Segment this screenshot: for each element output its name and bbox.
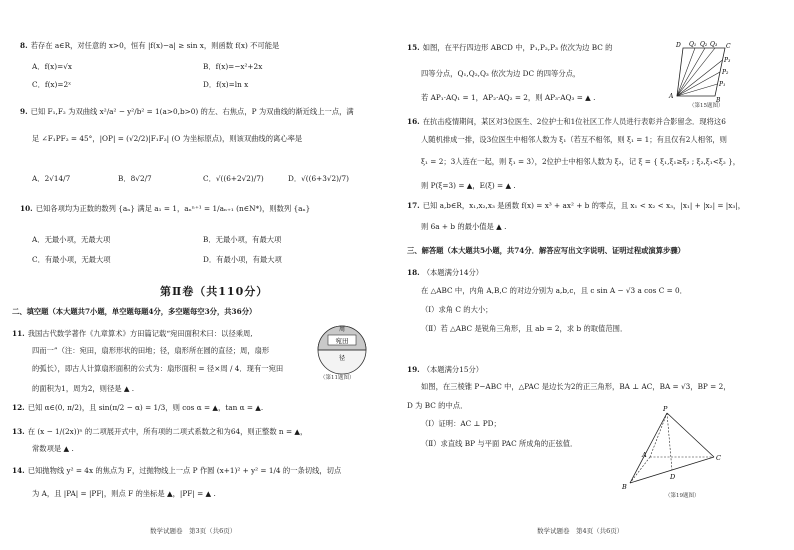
question-16-line2: 人随机排成一排，设3位医生中相邻人数为 ξ₁（若互不相邻，则 ξ₁ = 1；有且仅有2人相邻，则 <box>421 135 727 144</box>
label-d: D <box>670 473 676 481</box>
question-16-line4: 则 P(ξ=3) = ▲，E(ξ) = ▲ . <box>421 181 516 190</box>
right-page <box>397 0 794 550</box>
label-c: C <box>726 43 731 50</box>
question-10: 10. 已知各项均为正数的数列 {aₙ} 满足 a₁ = 1，aₙⁿ⁺¹ = 1/aₙ₊₁ (n∈N*)，则数列 {aₙ} <box>20 204 311 213</box>
question-15-line3: 若 AP₁·AQ₁ = 1，AP₂·AQ₂ = 2，则 AP₃·AQ₃ = ▲ . <box>421 93 596 102</box>
question-18-stem: 在 △ABC 中，内角 A,B,C 的对边分别为 a,b,c，且 c sin A − √3 a cos C = 0． <box>421 286 687 295</box>
question-18-part-2: （Ⅱ）若 △ABC 是锐角三角形，且 ab = 2，求 b 的取值范围． <box>421 324 628 333</box>
label-b: B <box>716 97 721 104</box>
q9-option-d: D．√((6+3√2)/7) <box>288 174 349 183</box>
question-8: 8. 若存在 a∈R，对任意的 x>0，恒有 |f(x)−a| ≥ sin x，则函数 f(x) 不可能是 <box>20 41 280 50</box>
parallelogram-figure <box>669 40 755 104</box>
question-14-line2: 为 A，且 |PA| = |PF|，则点 F 的坐标是 ▲，|PF| = ▲ . <box>32 489 216 498</box>
part-2-title: 第Ⅱ卷（共110分） <box>160 285 269 298</box>
question-11-line4: 的面积为1，周为2，则径是 ▲ . <box>32 384 135 393</box>
section-3-title: 三、解答题（本大题共5小题，共74分．解答应写出文字说明、证明过程或演算步骤） <box>407 246 685 255</box>
q10-option-c: C．有最小项，无最大项 <box>32 255 111 264</box>
question-9-line2: 足 ∠F₁PF₂ = 45°，|OP| = (√2/2)|F₁F₂| (O 为坐标原点)，则该双曲线的离心率是 <box>32 134 303 143</box>
label-a: A <box>642 451 647 459</box>
question-12: 12. 已知 α∈(0, π/2)，且 sin(π/2 − α) = 1/3，则 cos α = ▲，tan α = ▲. <box>12 403 264 412</box>
question-19: 19. （本题满分15分） <box>407 365 484 374</box>
q8-option-a: A．f(x)=√x <box>32 62 72 71</box>
question-13-line2: 常数项是 ▲ . <box>32 444 74 453</box>
left-page-footer: 数学试题卷 第3页（共6页） <box>150 527 237 535</box>
question-16-line3: ξ₁ = 2；3人连在一起，则 ξ₁ = 3），2位护士中相邻人数为 ξ₂，记 ξ = { ξ₁,ξ₁≥ξ₂ ; ξ₂,ξ₁<ξ₂ }， <box>421 157 741 166</box>
question-18-part-1: （Ⅰ）求角 C 的大小； <box>421 305 493 314</box>
label-q2: Q₂ <box>700 41 708 48</box>
q8-option-d: D．f(x)=ln x <box>203 80 249 89</box>
q8-option-c: C．f(x)=2ˣ <box>32 80 72 89</box>
label-d: D <box>676 42 681 49</box>
q9-option-a: A．2√14/7 <box>32 174 71 183</box>
question-19-part-1: （Ⅰ）证明：AC ⊥ PD； <box>421 419 501 428</box>
question-19-part-2: （Ⅱ）求直线 BP 与平面 PAC 所成角的正弦值． <box>421 439 578 448</box>
q10-option-a: A．无最小项，无最大项 <box>32 235 111 244</box>
question-11-line3: 的弧长），即古人计算扇形面积的公式为：扇形面积 = 径×周 / 4．现有一宛田 <box>32 364 284 373</box>
question-18: 18. （本题满分14分） <box>407 268 484 277</box>
question-15-line2: 四等分点，Q₁,Q₂,Q₃ 依次为边 DC 的四等分点， <box>421 69 581 78</box>
q10-option-b: B．无最小项，有最大项 <box>203 235 282 244</box>
question-11-line2: 四而一”（注：宛田，扇形形状的田地；径，扇形所在圆的直径；周，扇形 <box>32 346 270 355</box>
question-15: 15. 如图，在平行四边形 ABCD 中，P₁,P₂,P₃ 依次为边 BC 的 <box>407 43 613 52</box>
question-13: 13. 在 (x − 1/(2x))ⁿ 的二项展开式中，所有项的二项式系数之和为64，则正整数 n = ▲， <box>12 427 308 436</box>
label-c: C <box>716 454 721 462</box>
question-16: 16. 在抗击疫情期间，某区对3位医生、2位护士和1位社区工作人员进行表彰并合影留念．现将这6 <box>407 117 726 126</box>
label-p2: P₂ <box>722 69 729 76</box>
q9-option-c: C．√((6+2√2)/7) <box>203 174 264 183</box>
fan-field-arc-label: 周 <box>338 326 346 333</box>
q9-option-b: B．8√2/7 <box>118 174 152 183</box>
section-2-title: 二、填空题（本大题共7小题，单空题每题4分，多空题每空3分，共36分） <box>12 307 257 316</box>
pyramid-figure <box>622 405 732 495</box>
question-17-line2: 则 6a + b 的最小值是 ▲ . <box>421 222 507 231</box>
fig19-caption: （第19题图） <box>665 493 700 499</box>
label-p3: P₃ <box>724 57 731 64</box>
question-19-stem: 如图，在三棱锥 P−ABC 中，△PAC 是边长为2的正三角形，BA ⊥ AC，BA = √3，BP = 2， <box>421 382 731 391</box>
q10-option-d: D．有最小项，有最大项 <box>203 255 282 264</box>
question-14: 14. 已知抛物线 y² = 4x 的焦点为 F，过抛物线上一点 P 作圆 (x+1)² + y² = 1/4 的一条切线，切点 <box>12 466 342 475</box>
question-19-stem-line2: D 为 BC 的中点． <box>407 401 468 410</box>
fan-field-diameter-label: 径 <box>338 355 346 362</box>
label-a: A <box>669 93 674 100</box>
label-p: P <box>663 405 668 413</box>
question-17: 17. 已知 a,b∈R，x₁,x₂,x₃ 是函数 f(x) = x³ + ax² + b 的零点，且 x₁ < x₂ < x₃，|x₁| + |x₂| = |x₃|， <box>407 201 746 210</box>
label-q1: Q₁ <box>689 41 697 48</box>
fan-field-figure <box>310 322 380 380</box>
fan-field-center-label: 宛田 <box>335 337 349 345</box>
question-11: 11. 我国古代数学著作《九章算术》方田篇记载“宛田面积术曰：以径乘周, <box>12 329 253 338</box>
fig11-caption: （第11题图） <box>320 375 355 381</box>
question-9: 9. 已知 F₁,F₂ 为双曲线 x²/a² − y²/b² = 1(a>0,b>0) 的左、右焦点，P 为双曲线的渐近线上一点，满 <box>20 107 354 116</box>
fig15-caption: （第15题图） <box>689 103 724 109</box>
label-b: B <box>622 483 627 491</box>
q8-option-b: B．f(x)=−x²+2x <box>203 62 263 71</box>
right-page-footer: 数学试题卷 第4页（共6页） <box>537 527 624 535</box>
label-q3: Q₃ <box>710 41 718 48</box>
label-p1: P₁ <box>719 81 726 88</box>
